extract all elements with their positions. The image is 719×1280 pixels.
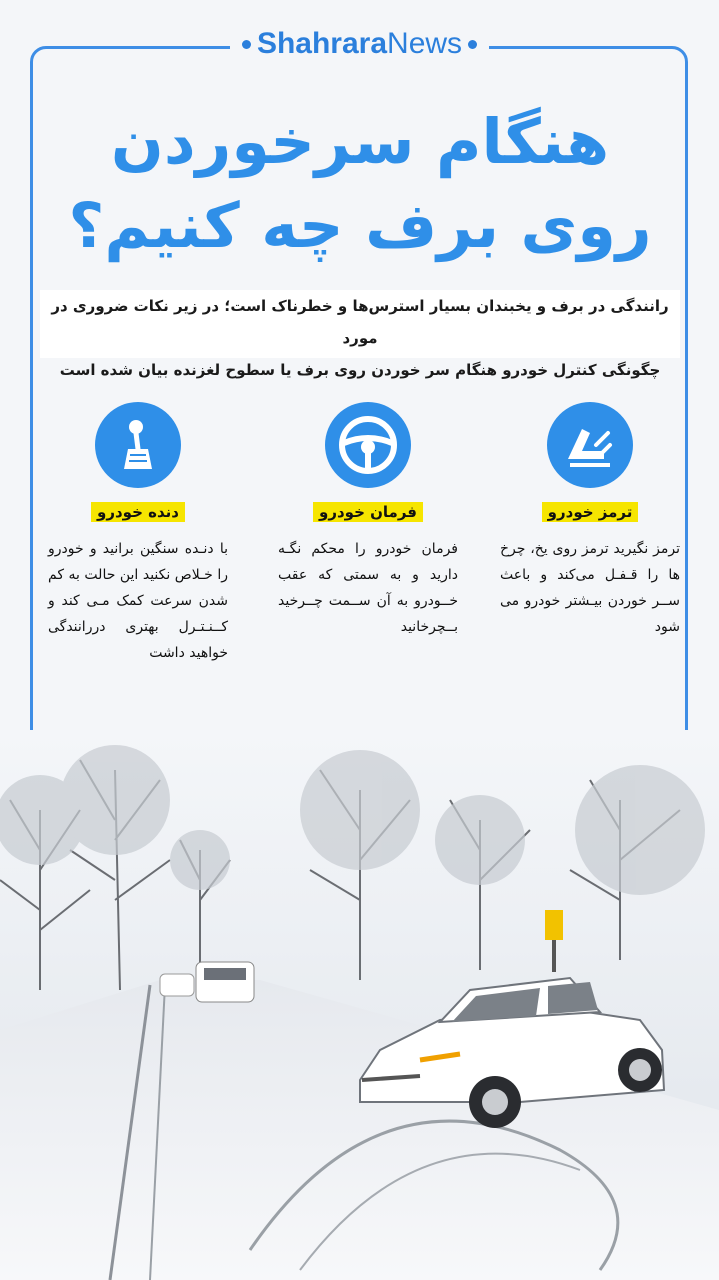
logo-dot-icon <box>468 40 477 49</box>
page-title <box>40 100 680 268</box>
steering-wheel-icon <box>325 402 411 488</box>
title-line-2: روی برف چه کنیم؟ <box>68 189 652 262</box>
tip-title: دنده خودرو <box>91 502 185 522</box>
brand-logo <box>0 24 719 64</box>
tip-body: فرمان خودرو را محکم نگـه دارید و به سمتی که عقب خــودرو به آن ســمت چــرخید بــچرخانید <box>278 541 458 635</box>
intro-line-1: رانندگی در برف و یخبندان بسیار استرس‌ها و خطرناک است؛ در زیر نکات ضروری در مورد <box>51 297 669 347</box>
intro-line-2: چگونگی کنترل خودرو هنگام سر خوردن روی برف یا سطوح لغزنده بیان شده است <box>59 361 661 379</box>
tip-title: ترمز خودرو <box>542 502 639 522</box>
title-line-1: هنگام سرخوردن <box>110 105 610 178</box>
gear-shift-icon <box>95 402 181 488</box>
snowy-road-scene <box>0 730 719 1280</box>
brake-pedal-icon <box>547 402 633 488</box>
brand-suffix: News <box>387 27 463 60</box>
brand-name: Shahrara <box>256 27 388 60</box>
tip-body: ترمز نگیرید ترمز روی یخ، چرخ ها را قـفـل می‌کند و باعث ســر خوردن بیـشتر خودرو می شود <box>500 541 680 635</box>
intro-text <box>40 290 680 379</box>
tip-steering <box>278 402 458 640</box>
tip-brake <box>500 402 680 640</box>
tip-gear <box>48 402 228 666</box>
tip-body: با دنـده سنگین برانید و خودرو را خـلاص نکنید این حالت به کم شدن سرعت کمک مـی کند و کــنـتـرل بهتری دررانندگی خواهید داشت <box>48 541 228 661</box>
tip-title: فرمان خودرو <box>313 502 423 522</box>
logo-dot-icon <box>242 40 251 49</box>
